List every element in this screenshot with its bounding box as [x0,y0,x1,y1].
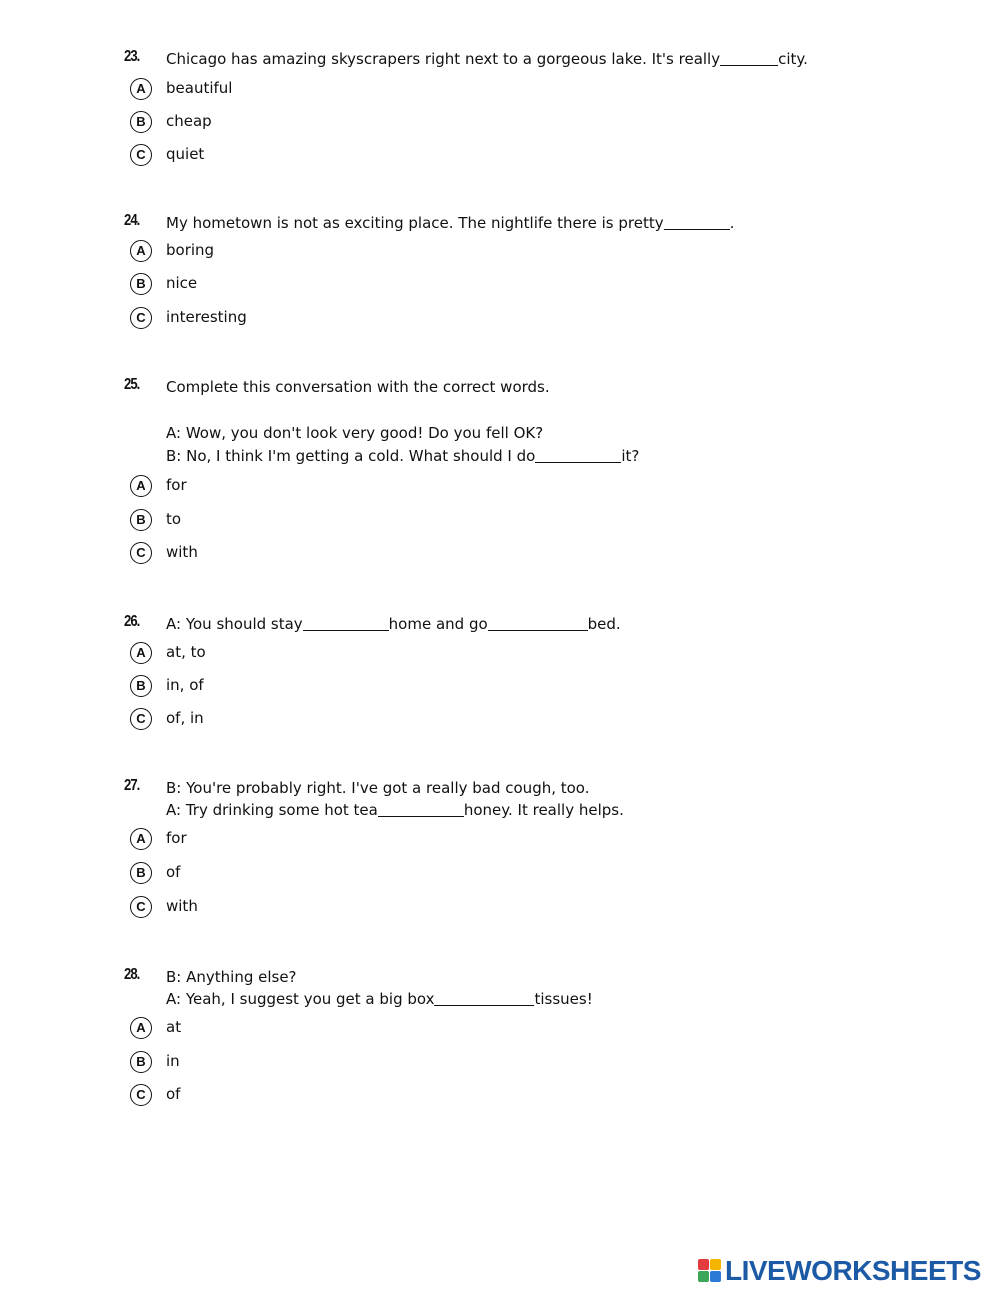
option-bubble[interactable]: B [130,111,152,133]
answer-blank[interactable] [664,215,730,230]
option-bubble[interactable]: C [130,144,152,166]
answer-blank[interactable] [378,802,464,817]
answer-blank[interactable] [434,991,534,1006]
option-text: with [166,543,198,561]
option-bubble[interactable]: B [130,675,152,697]
option-bubble[interactable]: C [130,1084,152,1106]
dialogue-line: A: Wow, you don't look very good! Do you fell OK? [166,424,544,442]
option-bubble[interactable]: A [130,78,152,100]
option-text: of [166,863,181,881]
liveworksheets-mark-icon [698,1259,722,1283]
option-bubble[interactable]: C [130,542,152,564]
question-number: 26. [124,613,140,630]
option-text: in, of [166,676,204,694]
option-text: beautiful [166,79,233,97]
option-bubble[interactable]: A [130,642,152,664]
question-text: A: You should stay home and go bed. [166,615,621,633]
question-number: 23. [124,48,140,65]
option-bubble[interactable]: A [130,475,152,497]
answer-blank[interactable] [535,448,621,463]
option-bubble[interactable]: B [130,273,152,295]
option-text: of, in [166,709,204,727]
question-number: 28. [124,966,140,983]
question-number: 27. [124,777,140,794]
answer-blank[interactable] [303,616,389,631]
option-bubble[interactable]: C [130,896,152,918]
question-instruction: Complete this conversation with the correct words. [166,378,550,396]
option-text: in [166,1052,180,1070]
option-text: boring [166,241,215,259]
option-text: quiet [166,145,205,163]
question-number: 24. [124,212,140,229]
option-bubble[interactable]: B [130,509,152,531]
option-text: of [166,1085,181,1103]
option-bubble[interactable]: B [130,862,152,884]
dialogue-line: B: Anything else? [166,968,297,986]
dialogue-line: B: You're probably right. I've got a really bad cough, too. [166,779,590,797]
option-text: with [166,897,198,915]
option-bubble[interactable]: A [130,1017,152,1039]
option-text: cheap [166,112,212,130]
option-text: at, to [166,643,206,661]
option-bubble[interactable]: C [130,708,152,730]
question-number: 25. [124,376,140,393]
logo-text: LIVEWORKSHEETS [725,1255,981,1286]
question-text: My hometown is not as exciting place. The nightlife there is pretty . [166,214,735,232]
option-text: for [166,476,187,494]
option-bubble[interactable]: A [130,240,152,262]
option-bubble[interactable]: B [130,1051,152,1073]
question-text: B: No, I think I'm getting a cold. What should I do it? [166,447,640,465]
question-text: A: Yeah, I suggest you get a big box tissues! [166,990,593,1008]
option-text: at [166,1018,182,1036]
answer-blank[interactable] [720,51,778,66]
option-text: interesting [166,308,247,326]
question-text: A: Try drinking some hot tea honey. It really helps. [166,801,624,819]
option-bubble[interactable]: C [130,307,152,329]
option-text: nice [166,274,198,292]
answer-blank[interactable] [488,616,588,631]
question-text: Chicago has amazing skyscrapers right next to a gorgeous lake. It's really city. [166,50,808,68]
option-bubble[interactable]: A [130,828,152,850]
option-text: to [166,510,182,528]
option-text: for [166,829,187,847]
